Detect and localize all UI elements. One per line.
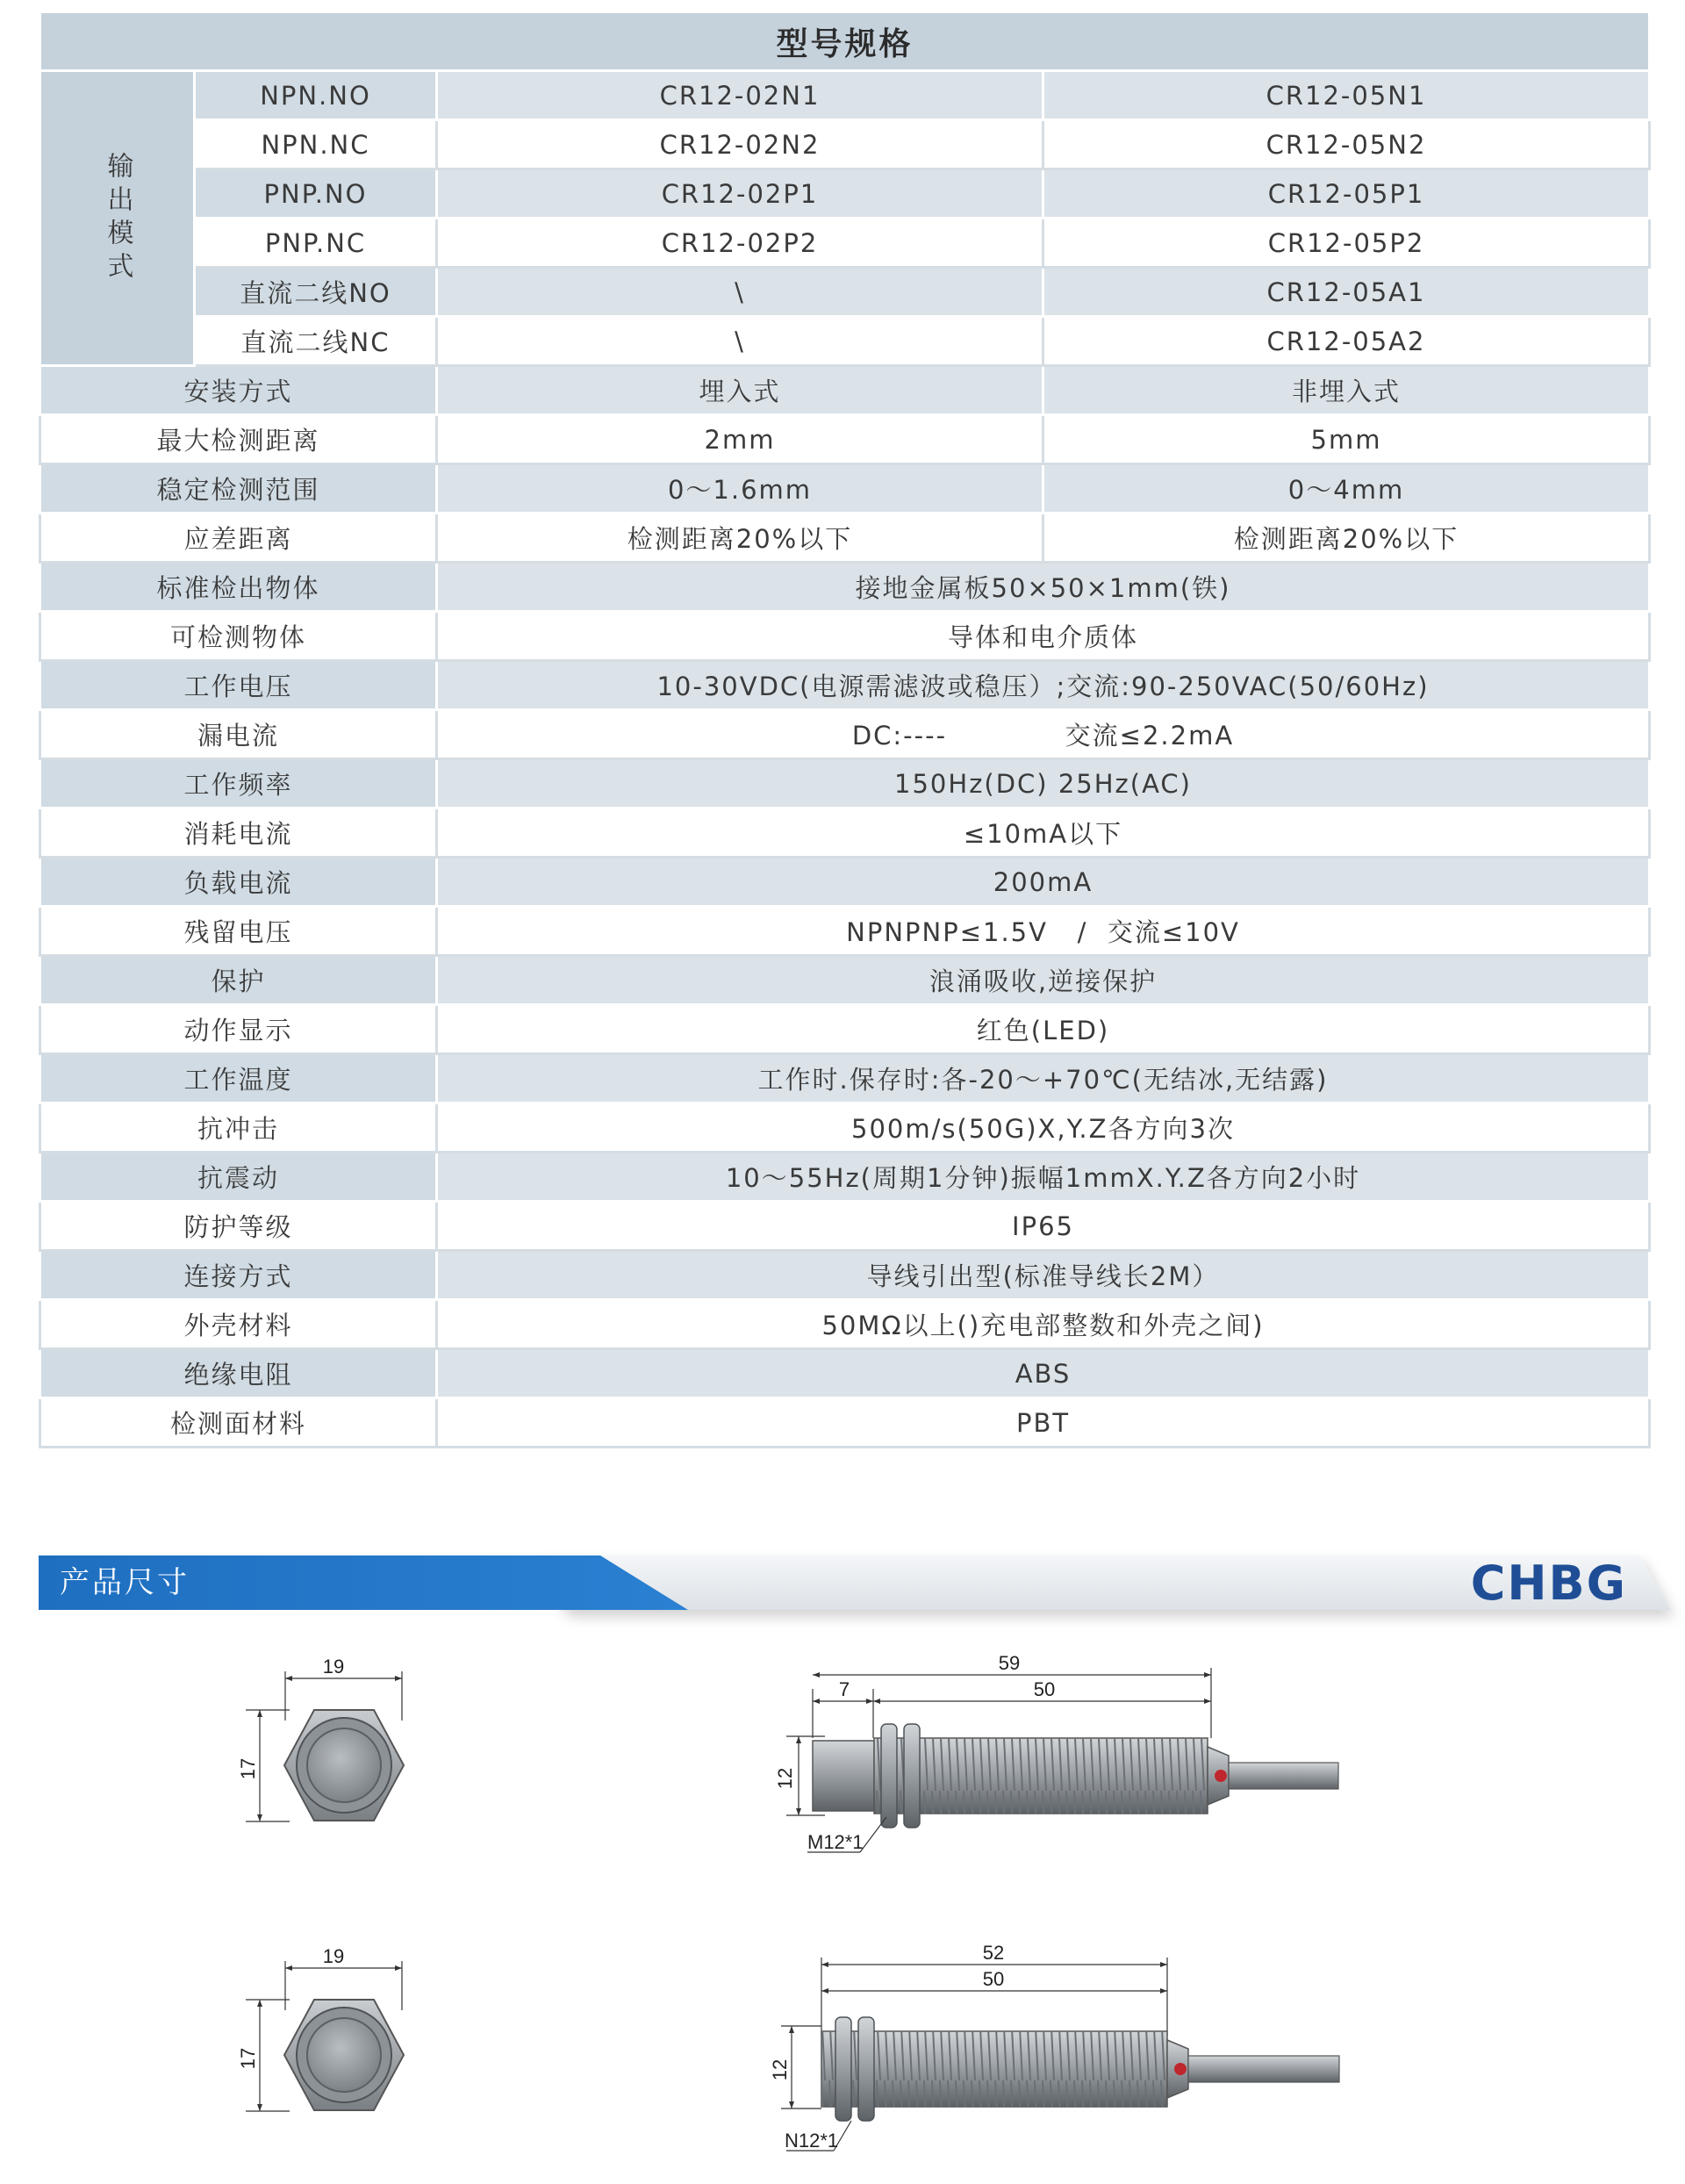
value-cell: PBT (437, 1398, 1650, 1448)
table-row (40, 1054, 1650, 1103)
model-cell: CR12-02P1 (437, 169, 1043, 219)
row-label: 消耗电流 (40, 808, 437, 858)
model-cell: CR12-05A1 (1043, 268, 1650, 317)
row-label: 检测面材料 (40, 1398, 437, 1448)
value-cell: 0～4mm (1043, 464, 1650, 514)
value-cell: 2mm (437, 415, 1043, 464)
row-label: 保护 (40, 956, 437, 1005)
row-label: 最大检测距离 (40, 415, 437, 464)
row-label: 动作显示 (40, 1005, 437, 1054)
table-row (40, 1251, 1650, 1300)
table-row (40, 661, 1650, 710)
value-cell: 10-30VDC(电源需滤波或稳压）;交流:90-250VAC(50/60Hz) (437, 661, 1650, 710)
table-row (40, 1153, 1650, 1202)
table-row (40, 858, 1650, 907)
row-label: 标准检出物体 (40, 563, 437, 612)
front-height-label: 17 (237, 2047, 259, 2070)
value-cell: 接地金属板50×50×1mm(铁) (437, 563, 1650, 612)
thread-length-label: 50 (982, 1968, 1005, 1990)
value-cell: 检测距离20%以下 (437, 514, 1043, 563)
row-label: 直流二线NC (195, 317, 437, 366)
front-view-top (237, 1656, 430, 1835)
value-cell: 5mm (1043, 415, 1650, 464)
row-label: 工作频率 (40, 759, 437, 808)
side-view-bottom (769, 1940, 1352, 2177)
value-cell: 检测距离20%以下 (1043, 514, 1650, 563)
table-row (40, 1300, 1650, 1349)
row-label: 直流二线NO (195, 268, 437, 317)
diameter-label: 12 (769, 2058, 791, 2081)
table-row (40, 710, 1650, 759)
brand-logo: CHBG (1470, 1555, 1627, 1611)
value-cell: 浪涌吸收,逆接保护 (437, 956, 1650, 1005)
front-width-label: 19 (322, 1656, 345, 1678)
overall-length-label: 52 (982, 1942, 1005, 1964)
table-row (40, 169, 1650, 219)
table-row (40, 612, 1650, 661)
row-label: 抗冲击 (40, 1103, 437, 1153)
model-cell: CR12-02P2 (437, 219, 1043, 268)
row-label: 外壳材料 (40, 1300, 437, 1349)
value-cell: ABS (437, 1349, 1650, 1398)
thread-spec-label: N12*1 (785, 2130, 839, 2152)
model-cell: CR12-02N1 (437, 71, 1043, 120)
table-row (40, 514, 1650, 563)
value-cell: 10～55Hz(周期1分钟)振幅1mmX.Y.Z各方向2小时 (437, 1153, 1650, 1202)
table-row (40, 71, 1650, 120)
front-view-bottom (237, 1945, 430, 2124)
row-label: 安装方式 (40, 366, 437, 415)
value-cell: 50MΩ以上()充电部整数和外壳之间) (437, 1300, 1650, 1349)
front-height-label: 17 (237, 1757, 259, 1780)
row-label: NPN.NC (195, 120, 437, 169)
model-cell: CR12-05N1 (1043, 71, 1650, 120)
row-label: PNP.NC (195, 219, 437, 268)
table-row (40, 1398, 1650, 1448)
row-label: NPN.NO (195, 71, 437, 120)
row-label: 防护等级 (40, 1202, 437, 1251)
model-cell: \ (437, 268, 1043, 317)
model-cell: CR12-02N2 (437, 120, 1043, 169)
spec-table (39, 11, 1651, 1448)
row-label: 漏电流 (40, 710, 437, 759)
value-cell: 0～1.6mm (437, 464, 1043, 514)
thread-length-label: 50 (1033, 1678, 1056, 1700)
value-cell: DC:---- 交流≤2.2mA (437, 710, 1650, 759)
table-row (40, 464, 1650, 514)
value-cell: 150Hz(DC) 25Hz(AC) (437, 759, 1650, 808)
table-row (40, 366, 1650, 415)
table-row (40, 317, 1650, 366)
overall-length-label: 59 (998, 1652, 1021, 1674)
table-row (40, 1349, 1650, 1398)
row-label: 可检测物体 (40, 612, 437, 661)
table-row (40, 956, 1650, 1005)
model-cell: \ (437, 317, 1043, 366)
value-cell: NPNPNP≤1.5V / 交流≤10V (437, 907, 1650, 956)
value-cell: 500m/s(50G)X,Y.Z各方向3次 (437, 1103, 1650, 1153)
section-title: 产品尺寸 (60, 1565, 190, 1600)
table-row (40, 907, 1650, 956)
front-width-label: 19 (322, 1945, 345, 1967)
row-label: 工作温度 (40, 1054, 437, 1103)
table-row (40, 415, 1650, 464)
row-label: 稳定检测范围 (40, 464, 437, 514)
value-cell: 工作时.保存时:各-20～+70℃(无结冰,无结露) (437, 1054, 1650, 1103)
value-cell: 导线引出型(标准导线长2M） (437, 1251, 1650, 1300)
row-label: 抗震动 (40, 1153, 437, 1202)
diameter-label: 12 (774, 1767, 796, 1790)
value-cell: 非埋入式 (1043, 366, 1650, 415)
row-label: 应差距离 (40, 514, 437, 563)
model-cell: CR12-05P1 (1043, 169, 1650, 219)
table-row (40, 759, 1650, 808)
table-row (40, 1103, 1650, 1153)
side-view-top (772, 1650, 1352, 1870)
table-row (40, 219, 1650, 268)
value-cell: 导体和电介质体 (437, 612, 1650, 661)
row-label: 连接方式 (40, 1251, 437, 1300)
face-length-label: 7 (838, 1678, 850, 1700)
row-label: 工作电压 (40, 661, 437, 710)
value-cell: 红色(LED) (437, 1005, 1650, 1054)
table-row (40, 1202, 1650, 1251)
table-row (40, 268, 1650, 317)
row-label: 绝缘电阻 (40, 1349, 437, 1398)
table-row (40, 808, 1650, 858)
output-mode-group-label: 输出模式 (40, 71, 195, 366)
table-header: 型号规格 (40, 12, 1650, 71)
value-cell: 埋入式 (437, 366, 1043, 415)
table-row (40, 120, 1650, 169)
value-cell: ≤10mA以下 (437, 808, 1650, 858)
model-cell: CR12-05N2 (1043, 120, 1650, 169)
row-label: 负载电流 (40, 858, 437, 907)
table-row (40, 1005, 1650, 1054)
model-cell: CR12-05P2 (1043, 219, 1650, 268)
value-cell: 200mA (437, 858, 1650, 907)
row-label: 残留电压 (40, 907, 437, 956)
section-banner (39, 1555, 1653, 1610)
table-row (40, 563, 1650, 612)
model-cell: CR12-05A2 (1043, 317, 1650, 366)
row-label: PNP.NO (195, 169, 437, 219)
value-cell: IP65 (437, 1202, 1650, 1251)
thread-spec-label: M12*1 (807, 1831, 864, 1853)
